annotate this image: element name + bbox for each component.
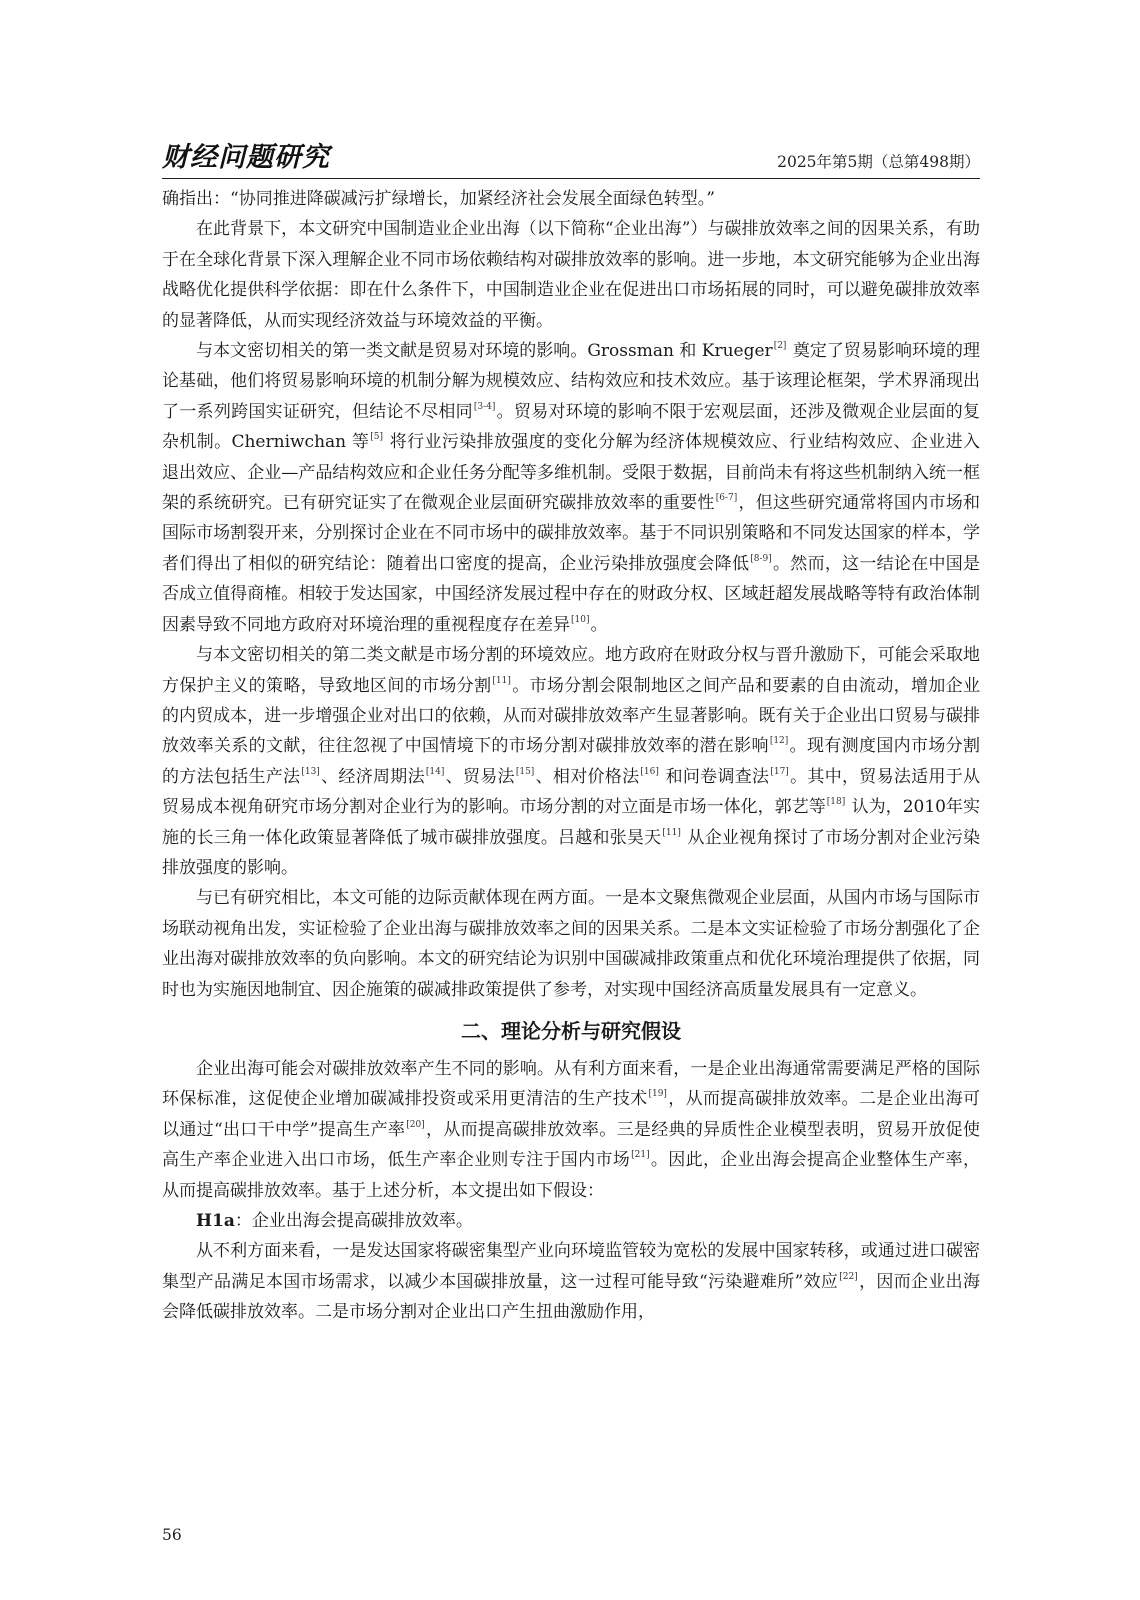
hypothesis-label: H1a (196, 1211, 235, 1231)
paragraph-text: 。贸易对环境的影响不限于宏观层面，还涉及微观企业层面的复杂机制。Cherniwchan 等 (162, 401, 981, 453)
citation-ref: [2] (773, 341, 787, 352)
paragraph-text: 确指出：“协同推进降碳减污扩绿增长，加紧经济社会发展全面绿色转型。” (162, 189, 715, 209)
paragraph-text: 。现有测度国内市场分割的方法包括生产法 (162, 736, 981, 787)
paragraph-text: 企业出海可能会对碳排放效率产生不同的影响。从有利方面来看，一是企业出海通常需要满足严格的国际环保标准，这促使企业增加碳减排投资或采用更清洁的生产技术 (162, 1058, 980, 1110)
paragraph-text: 。其中，贸易法适用于从贸易成本视角研究市场分割对企业行为的影响。市场分割的对立面是市场一体化，郭艺等 (162, 766, 981, 818)
citation-ref: [18] (826, 797, 846, 808)
paragraph (162, 640, 980, 883)
journal-title-logo: 财经问题研究 (162, 142, 330, 173)
paragraph-text: 将行业污染排放强度的变化分解为经济体规模效应、行业结构效应、企业进入退出效应、企业—产品结构效应和企业任务分配等多维机制。受限于数据，目前尚未有将这些机制纳入统一框架的系统研究。已有研究证实了在微观企业层面研究碳排放效率的重要性 (162, 432, 980, 514)
paragraph-text: 与本文密切相关的第二类文献是市场分割的环境效应。地方政府在财政分权与晋升激励下，可能会采取地方保护主义的策略，导致地区间的市场分割 (162, 645, 980, 696)
paragraph (162, 883, 980, 1005)
paragraph-text: 从企业视角探讨了市场分割对企业污染排放强度的影响。 (162, 827, 980, 878)
citation-ref: [11] (662, 827, 681, 838)
section-title: 二、理论分析与研究假设 (461, 1018, 681, 1043)
paragraph (162, 214, 980, 336)
hypothesis-text: ：企业出海会提高碳排放效率。 (234, 1211, 473, 1231)
article-body (162, 184, 980, 1328)
paragraph-text: 和问卷调查法 (659, 766, 770, 787)
citation-ref: [12] (769, 736, 789, 747)
citation-ref: [16] (640, 766, 659, 777)
citation-ref: [10] (571, 614, 590, 625)
paragraph-text: 奠定了贸易影响环境的理论基础，他们将贸易影响环境的机制分解为规模效应、结构效应和技术效应。基于该理论框架，学术界涌现出了一系列跨国实证研究，但结论不尽相同 (162, 341, 980, 422)
citation-ref: [21] (631, 1150, 650, 1161)
paragraph-text: ，但这些研究通常将国内市场和国际市场割裂开来，分别探讨企业在不同市场中的碳排放效率。基于不同识别策略和不同发达国家的样本，学者们得出了相似的研究结论：随着出口密度的提高，企业污染排放强度会降低 (162, 493, 981, 574)
paragraph-text: 与已有研究相比，本文可能的边际贡献体现在两方面。一是本文聚焦微观企业层面，从国内市场与国际市场联动视角出发，实证检验了企业出海与碳排放效率之间的因果关系。二是本文实证检验了市场分割强化了企业出海对碳排放效率的负向影响。本文的研究结论为识别中国碳减排政策重点和优化环境治理提供了依据，同时也为实施因地制宜、因企施策的碳减排政策提供了参考，对实现中国经济高质量发展具有一定意义。 (162, 888, 980, 1000)
citation-ref: [20] (406, 1119, 425, 1130)
paragraph-text: 认为，2010年实施的长三角一体化政策显著降低了城市碳排放强度。吕越和张昊天 (162, 797, 980, 848)
paragraph-text: 与本文密切相关的第一类文献是贸易对环境的影响。Grossman 和 Krueger (196, 341, 773, 362)
paragraph-text: ，从而提高碳排放效率。三是经典的异质性企业模型表明，贸易开放促使高生产率企业进入出口市场，低生产率企业则专注于国内市场 (162, 1119, 980, 1171)
page-number: 56 (162, 1526, 182, 1544)
citation-ref: [5] (370, 432, 384, 443)
citation-ref: [14] (425, 766, 445, 777)
citation-ref: [11] (492, 675, 511, 686)
paragraph-text: 在此背景下，本文研究中国制造业企业出海（以下简称“企业出海”）与碳排放效率之间的因果关系，有助于在全球化背景下深入理解企业不同市场依赖结构对碳排放效率的影响。进一步地，本文研究能够为企业出海战略优化提供科学依据：即在什么条件下，中国制造业企业在促进出口市场拓展的同时，可以避免碳排放效率的显著降低，从而实现经济效益与环境效益的平衡。 (162, 219, 980, 331)
hypothesis-h1a (162, 1206, 980, 1236)
running-header (162, 144, 980, 179)
paragraph (162, 336, 980, 640)
paragraph-text: 。市场分割会限制地区之间产品和要素的自由流动，增加企业的内贸成本，进一步增强企业对出口的依赖，从而对碳排放效率产生显著影响。既有关于企业出口贸易与碳排放效率关系的文献，往往忽视了中国情境下的市场分割对碳排放效率的潜在影响 (162, 675, 981, 757)
paragraph-text: 。因此，企业出海会提高企业整体生产率，从而提高碳排放效率。基于上述分析，本文提出如下假设： (162, 1150, 981, 1201)
paragraph-text: ，从而提高碳排放效率。二是企业出海可以通过“出口干中学”提高生产率 (162, 1089, 981, 1140)
issue-info: 2025年第5期（总第498期） (777, 153, 980, 171)
paragraph-text: 、经济周期法 (320, 766, 425, 787)
paragraph-text: 、贸易法 (445, 766, 515, 787)
citation-ref: [19] (648, 1089, 667, 1100)
citation-ref: [13] (301, 766, 320, 777)
paragraph-text: 、相对价格法 (535, 766, 640, 787)
paragraph-group-theory-cont (162, 1236, 980, 1327)
citation-ref: [3-4] (473, 401, 496, 412)
citation-ref: [22] (839, 1271, 858, 1282)
paragraph-group-intro (162, 184, 980, 1005)
citation-ref: [15] (515, 766, 535, 777)
citation-ref: [17] (770, 766, 789, 777)
paragraph-text: ，因而企业出海会降低碳排放效率。二是市场分割对企业出口产生扭曲激励作用， (162, 1271, 981, 1323)
paragraph-text: 。然而，这一结论在中国是否成立值得商榷。相较于发达国家，中国经济发展过程中存在的财政分权、区域赶超发展战略等特有政治体制因素导致不同地方政府对环境治理的重视程度存在差异 (162, 553, 981, 635)
paragraph-text: 。 (590, 614, 608, 635)
paragraph-group-theory (162, 1054, 980, 1206)
paragraph (162, 1236, 980, 1327)
paragraph-text: 从不利方面来看，一是发达国家将碳密集型产业向环境监管较为宽松的发展中国家转移，或通过进口碳密集型产品满足本国市场需求，以减少本国碳排放量，这一过程可能导致“污染避难所”效应 (162, 1241, 980, 1292)
paragraph (162, 184, 980, 214)
citation-ref: [8-9] (750, 553, 772, 564)
paragraph (162, 1054, 980, 1206)
citation-ref: [6-7] (715, 493, 738, 504)
